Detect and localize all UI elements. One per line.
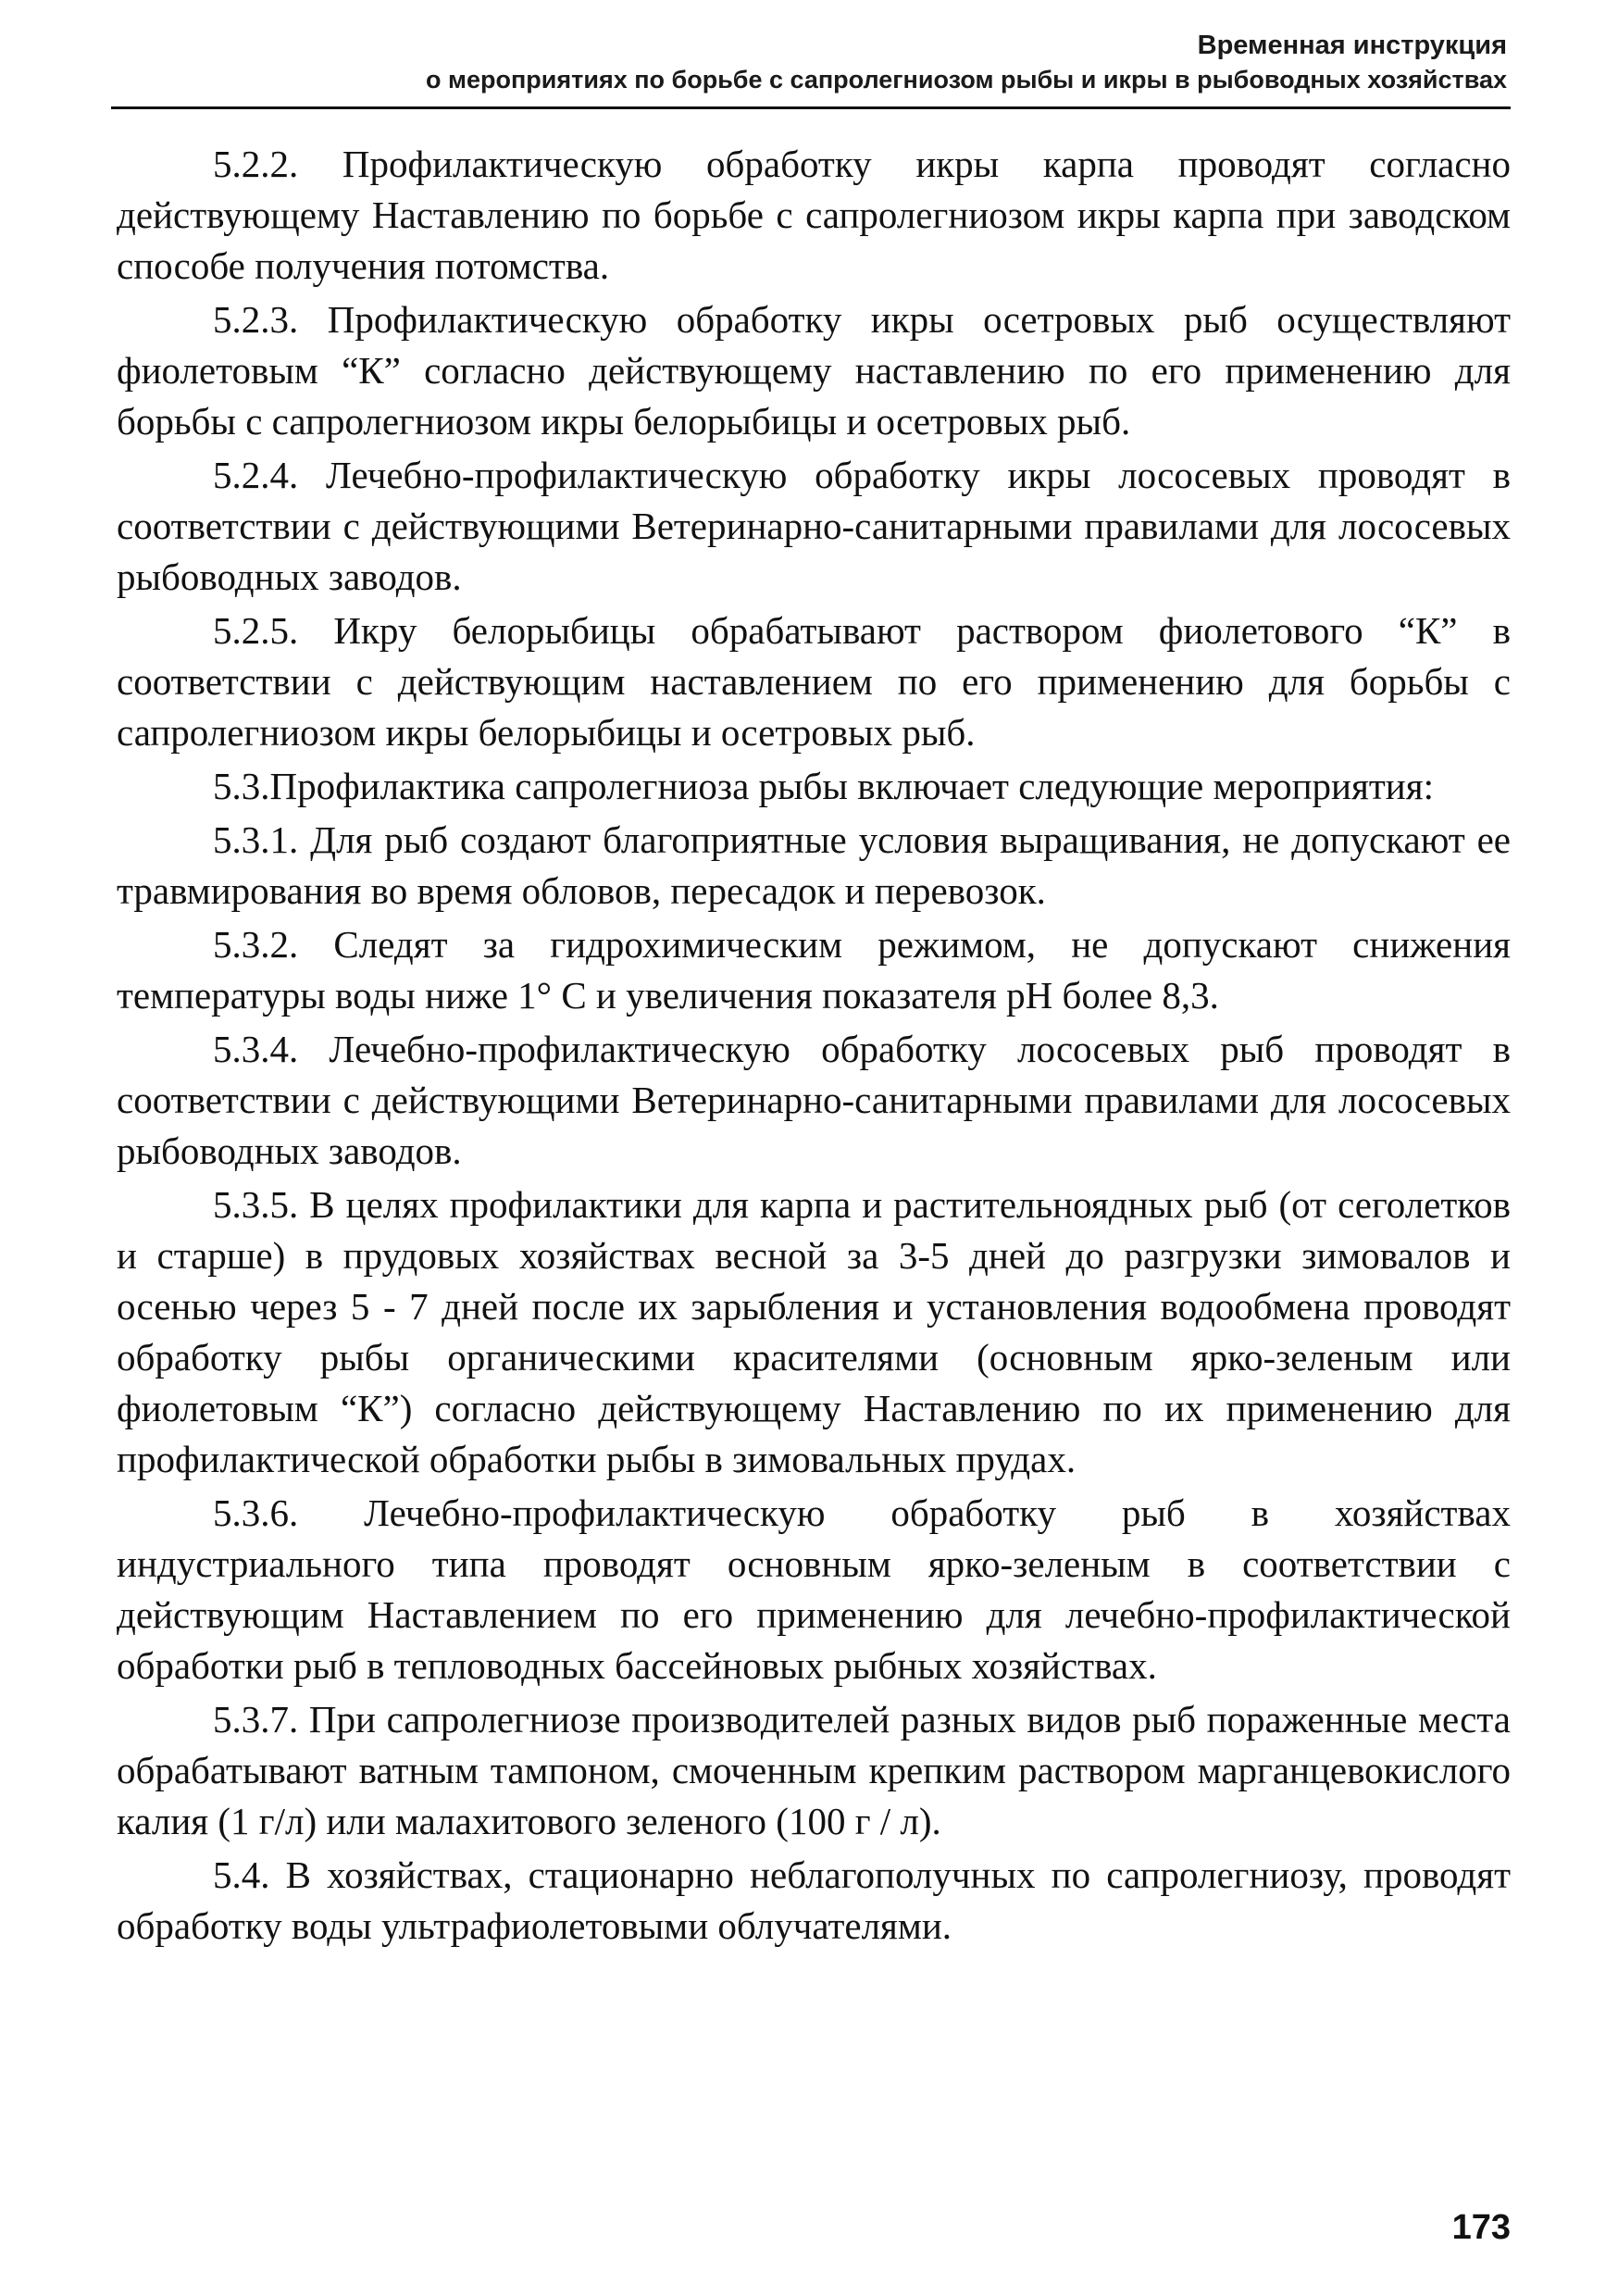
paragraph-5-2-5: 5.2.5. Икру белорыбицы обрабатывают раствором фиолетового “К” в соответствии с действующим наставлением по его применению для борьбы с сапролегниозом икры белорыбицы и осетровых рыб. xyxy=(117,609,1511,754)
header-subtitle: о мероприятиях по борьбе с сапролегниозом рыбы и икры в рыбоводных хозяйствах xyxy=(426,66,1507,94)
paragraph-5-3-7: 5.3.7. При сапролегниозе производителей разных видов рыб пораженные места обрабатывают ватным тампоном, смоченным крепким раствором марганцевокислого калия (1 г/л) или малахитового зеленого (100 г / л). xyxy=(117,1698,1511,1842)
paragraph-5-3-4: 5.3.4. Лечебно-профилактическую обработку лососевых рыб проводят в соответствии с действующими Ветеринарно-санитарными правилами для лососевых рыбоводных заводов. xyxy=(117,1028,1511,1172)
running-header xyxy=(118,28,1507,96)
paragraph-5-3-5: 5.3.5. В целях профилактики для карпа и растительноядных рыб (от сеголетков и старше) в прудовых хозяйствах весной за 3-5 дней до разгрузки зимовалов и осенью через 5 - 7 дней после их зарыбления и установления водообмена проводят обработку рыбы органическими красителями (основным ярко-зеленым или фиолетовым “К”) согласно действующему Наставлению по их применению для профилактической обработки рыбы в зимовальных прудах. xyxy=(117,1183,1511,1480)
paragraph-5-3-6: 5.3.6. Лечебно-профилактическую обработку рыб в хозяйствах индустриального типа проводят основным ярко-зеленым в соответствии с действующим Наставлением по его применению для лечебно-профилактической обработки рыб в тепловодных бассейновых рыбных хозяйствах. xyxy=(117,1491,1511,1687)
paragraph-5-3-2: 5.3.2. Следят за гидрохимическим режимом, не допускают снижения температуры воды ниже 1° С и увеличения показателя pH более 8,3. xyxy=(117,923,1511,1017)
paragraph-5-4: 5.4. В хозяйствах, стационарно неблагополучных по сапролегниозу, проводят обработку воды ультрафиолетовыми облучателями. xyxy=(117,1853,1511,1947)
paragraph-5-2-3: 5.2.3. Профилактическую обработку икры осетровых рыб осуществляют фиолетовым “К” согласно действующему наставлению по его применению для борьбы с сапролегниозом икры белорыбицы и осетровых рыб. xyxy=(117,298,1511,443)
header-title: Временная инструкция xyxy=(1197,31,1507,60)
paragraph-5-3: 5.3.Профилактика сапролегниоза рыбы включает следующие мероприятия: xyxy=(213,765,1434,807)
body-text xyxy=(117,139,1511,1954)
paragraph-5-3-1: 5.3.1. Для рыб создают благоприятные условия выращивания, не допускают ее травмирования во время обловов, пересадок и перевозок. xyxy=(117,818,1511,912)
header-divider xyxy=(111,106,1511,109)
paragraph-5-2-4: 5.2.4. Лечебно-профилактическую обработку икры лососевых проводят в соответствии с действующими Ветеринарно-санитарными правилами для лососевых рыбоводных заводов. xyxy=(117,454,1511,598)
page-number: 173 xyxy=(1451,2208,1511,2247)
paragraph-5-2-2: 5.2.2. Профилактическую обработку икры карпа проводят согласно действующему Наставлению по борьбе с сапролегниозом икры карпа при заводском способе получения потомства. xyxy=(117,143,1511,287)
